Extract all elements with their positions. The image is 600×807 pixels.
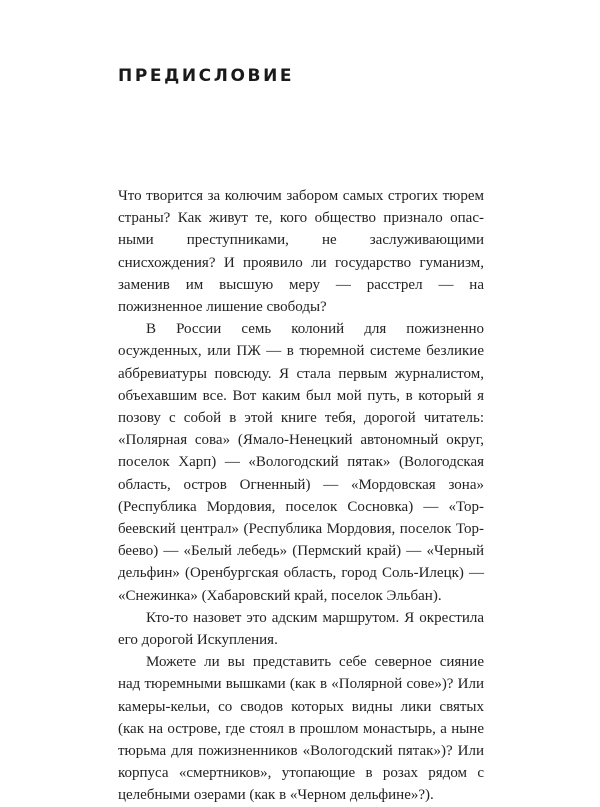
paragraph-1: Что творится за колючим забором самых строгих тюрем страны? Как живут те, кого общество признало опасными преступниками, не заслуживающими снисхождения? И проявило ли государство гуманизм, заменив им высшую меру — расстрел — на пожизненное лишение свободы? [118, 188, 484, 316]
paragraph-2: В России семь колоний для пожизненно осужденных, или ПЖ — в тюремной системе безликие аббревиатуры повсюду. Я стала первым журналистом, объехавшим все. Вот каким был мой путь, в который я позову с собой в этой книге тебя, дорогой читатель: «Полярная сова» (Ямало-Ненецкий автономный округ, поселок Харп) — «Вологодский пятак» (Вологодская область, остров Огненный) — «Мордовская зона» (Республика Мордовия, поселок Сосновка) — «Торбеевский централ» (Республика Мордовия, поселок Торбеево) — «Белый лебедь» (Пермский край) — «Черный дельфин» (Оренбургская область, город Соль-Илецк) — «Снежинка» (Хабаровский край, поселок Эльбан). [118, 321, 484, 604]
paragraph-4: Можете ли вы представить себе северное сияние над тюремными вышками (как в «Полярной сове»)? Или камеры-кельи, со сводов которых видны лики святых (как на острове, где стоял в прошлом монастырь, а ныне тюрьма для пожизненников «Вологодский пятак»)? Или корпуса «смертников», утопающие в розах рядом с целебными озерами (как в «Черном дельфине»?). [118, 654, 484, 804]
chapter-heading: ПРЕДИСЛОВИЕ [118, 66, 295, 86]
paragraph-3: Кто-то назовет это адским маршрутом. Я окрестила его дорогой Искупления. [118, 609, 484, 649]
body-text [118, 185, 484, 807]
